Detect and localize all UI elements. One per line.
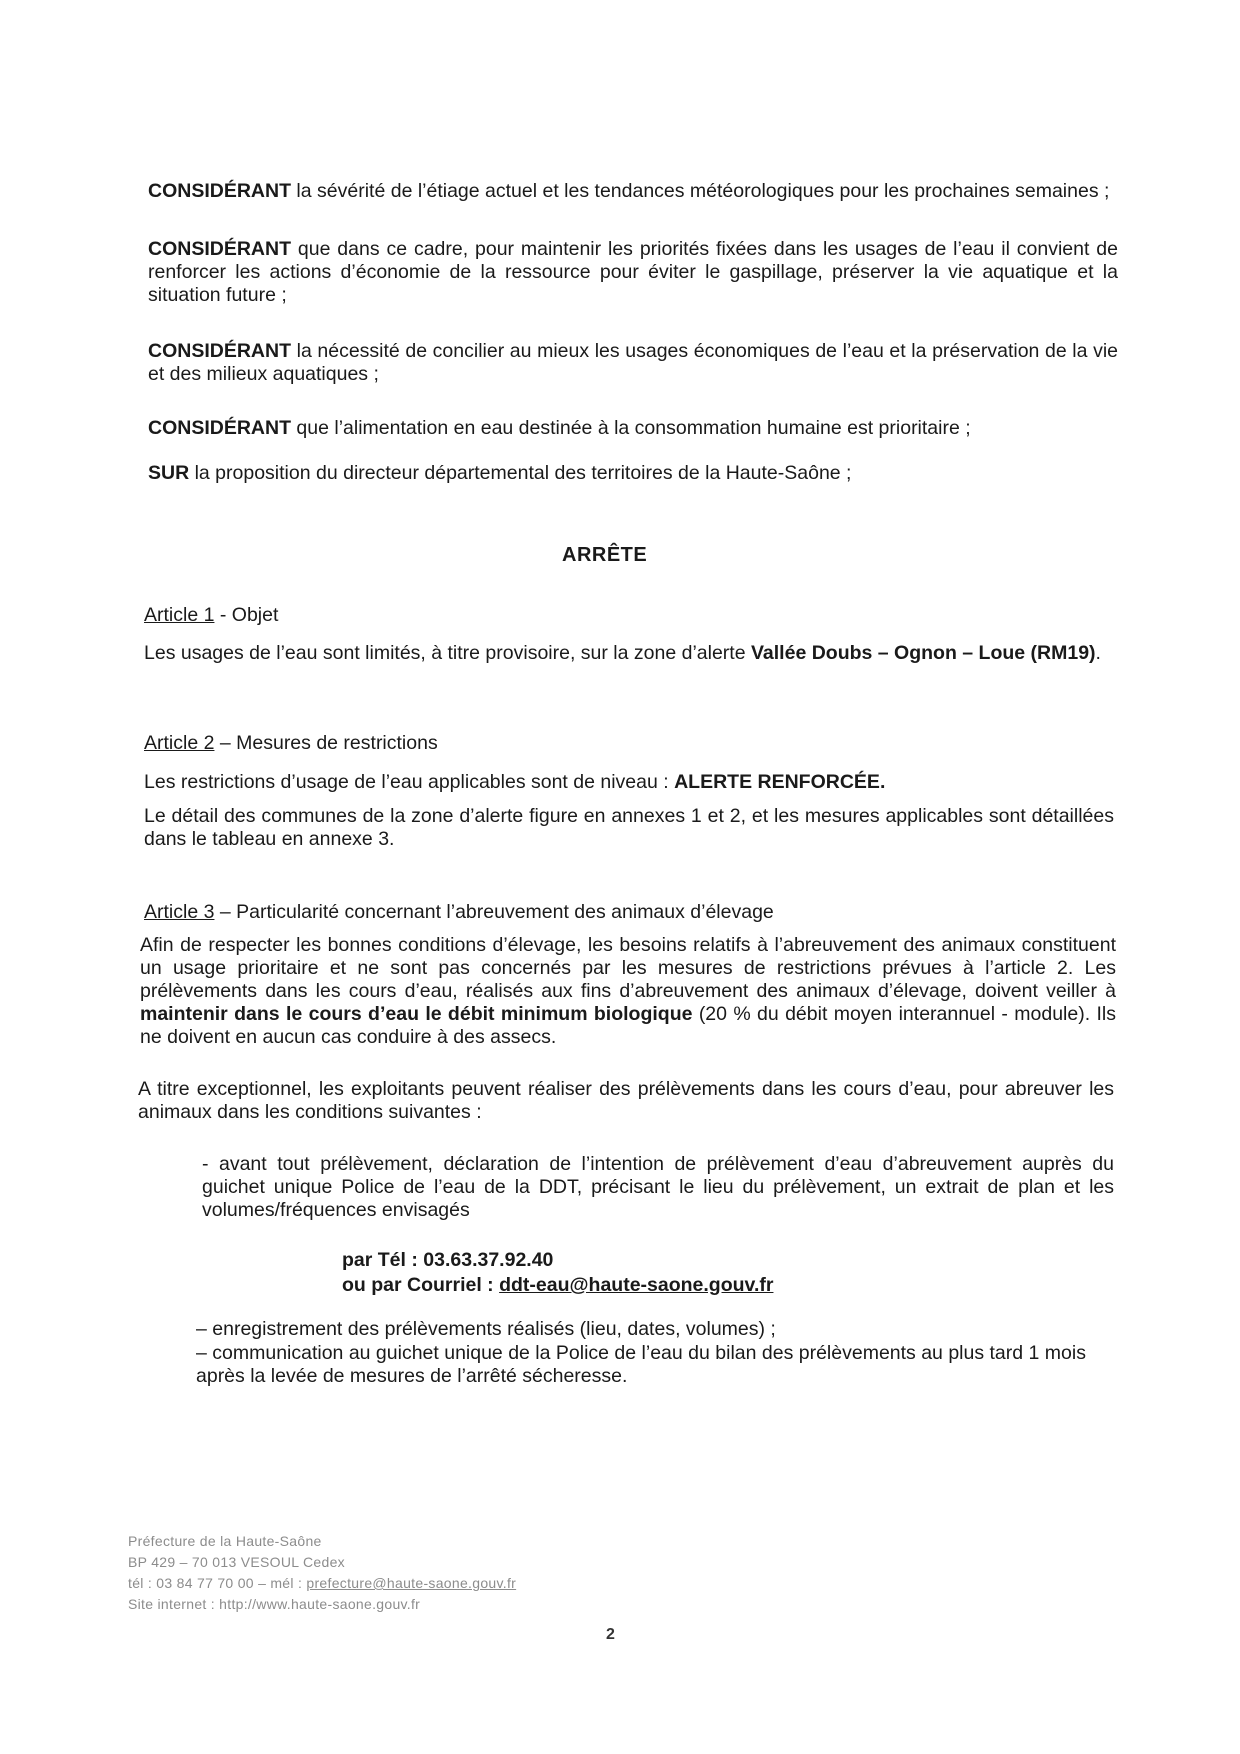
phone-label: par Tél : [342,1249,424,1271]
considerant-3 [148,340,1118,386]
considerant-text: que dans ce cadre, pour maintenir les priorités fixées dans les usages de l’eau il convient de renforcer les actions d’économie de la ressource pour éviter le gaspillage, préserver la vie aquatique et la situation future ; [148,238,1118,306]
considerant-text: que l’alimentation en eau destinée à la consommation humaine est prioritaire ; [291,417,971,439]
article-3-paragraph-1 [140,934,1116,1049]
considerant-2 [148,238,1118,307]
article-1-text-part: Les usages de l’eau sont limités, à titre provisoire, sur la zone d’alerte [144,642,751,664]
email-link[interactable]: ddt-eau@haute-saone.gouv.fr [499,1274,774,1296]
footer-address: BP 429 – 70 013 VESOUL Cedex [128,1554,345,1570]
article-1-title: - Objet [214,604,279,626]
article-3-heading [144,901,774,924]
phone-number: 03.63.37.92.40 [423,1249,554,1271]
article-3-title: – Particularité concernant l’abreuvement des animaux d’élevage [214,901,774,923]
alert-zone-name: Vallée Doubs – Ognon – Loue (RM19) [750,642,1096,664]
sur-text: la proposition du directeur départemental des territoires de la Haute-Saône ; [189,462,852,484]
sur-keyword: SUR [148,462,190,484]
considerant-keyword: CONSIDÉRANT [148,180,292,202]
considerant-keyword: CONSIDÉRANT [148,238,292,260]
declaration-condition: - avant tout prélèvement, déclaration de l’intention de prélèvement d’eau d’abreuvement auprès du guichet unique Police de l’eau de la DDT, précisant le lieu du prélèvement, un extrait de plan et les volumes/fréquences envisagés [202,1153,1114,1221]
considerant-1 [148,180,1118,203]
sur-proposition [148,462,1118,485]
considerant-keyword: CONSIDÉRANT [148,340,292,362]
footer-phone: tél : 03 84 77 70 00 – mél : [128,1575,307,1591]
article-3-text-end: (20 % du débit moyen interannuel - module). Ils ne doivent en aucun cas conduire à des assecs. [140,1003,1116,1048]
article-3-label: Article 3 [144,901,215,923]
article-2-label: Article 2 [144,732,215,754]
article-2-detail: Le détail des communes de la zone d’alerte figure en annexes 1 et 2, et les mesures applicables sont détaillées dans le tableau en annexe 3. [144,805,1114,850]
footer-email-link[interactable]: prefecture@haute-saone.gouv.fr [306,1575,517,1591]
condition-communication: – communication au guichet unique de la Police de l’eau du bilan des prélèvements au plus tard 1 mois après la levée de mesures de l’arrêté sécheresse. [196,1342,1086,1387]
email-label: ou par Courriel : [342,1274,500,1296]
footer-name: Préfecture de la Haute-Saône [128,1533,322,1549]
article-1-heading [144,604,278,627]
condition-registration: – enregistrement des prélèvements réalisés (lieu, dates, volumes) ; [196,1318,776,1340]
article-1-text-end: . [1095,642,1101,664]
minimum-flow-requirement: maintenir dans le cours d’eau le débit minimum biologique [140,1003,693,1025]
article-1-label: Article 1 [144,604,215,626]
contact-phone [342,1248,553,1272]
article-2-title: – Mesures de restrictions [214,732,438,754]
article-2-level-text: Les restrictions d’usage de l’eau applicables sont de niveau : [144,771,675,793]
decree-title: ARRÊTE [562,544,648,566]
considerant-keyword: CONSIDÉRANT [148,417,292,439]
article-1-text [144,642,1114,665]
article-2-heading [144,732,438,755]
restriction-level: ALERTE RENFORCÉE. [674,771,886,793]
article-3-text-part: Afin de respecter les bonnes conditions d’élevage, les besoins relatifs à l’abreuvement des animaux constituent un usage prioritaire et ne sont pas concernés par les mesures de restrictions prévues à l’article 2. Les prélèvements dans les cours d’eau, réalisés aux fins d’abreuvement des animaux d’élevage, doivent veiller à [140,934,1116,1002]
considerant-text: la sévérité de l’étiage actuel et les tendances météorologiques pour les prochaines semaines ; [291,180,1110,202]
contact-email [342,1273,773,1297]
footer-website[interactable]: Site internet : http://www.haute-saone.gouv.fr [128,1596,421,1612]
article-2-level [144,771,1114,794]
article-3-paragraph-2: A titre exceptionnel, les exploitants peuvent réaliser des prélèvements dans les cours d’eau, pour abreuver les animaux dans les conditions suivantes : [138,1078,1114,1123]
footer-contact [128,1573,516,1594]
page-number: 2 [606,1626,615,1643]
considerant-4 [148,417,1118,440]
prefecture-footer [128,1531,516,1615]
considerant-text: la nécessité de concilier au mieux les usages économiques de l’eau et la préservation de la vie et des milieux aquatiques ; [148,340,1118,385]
